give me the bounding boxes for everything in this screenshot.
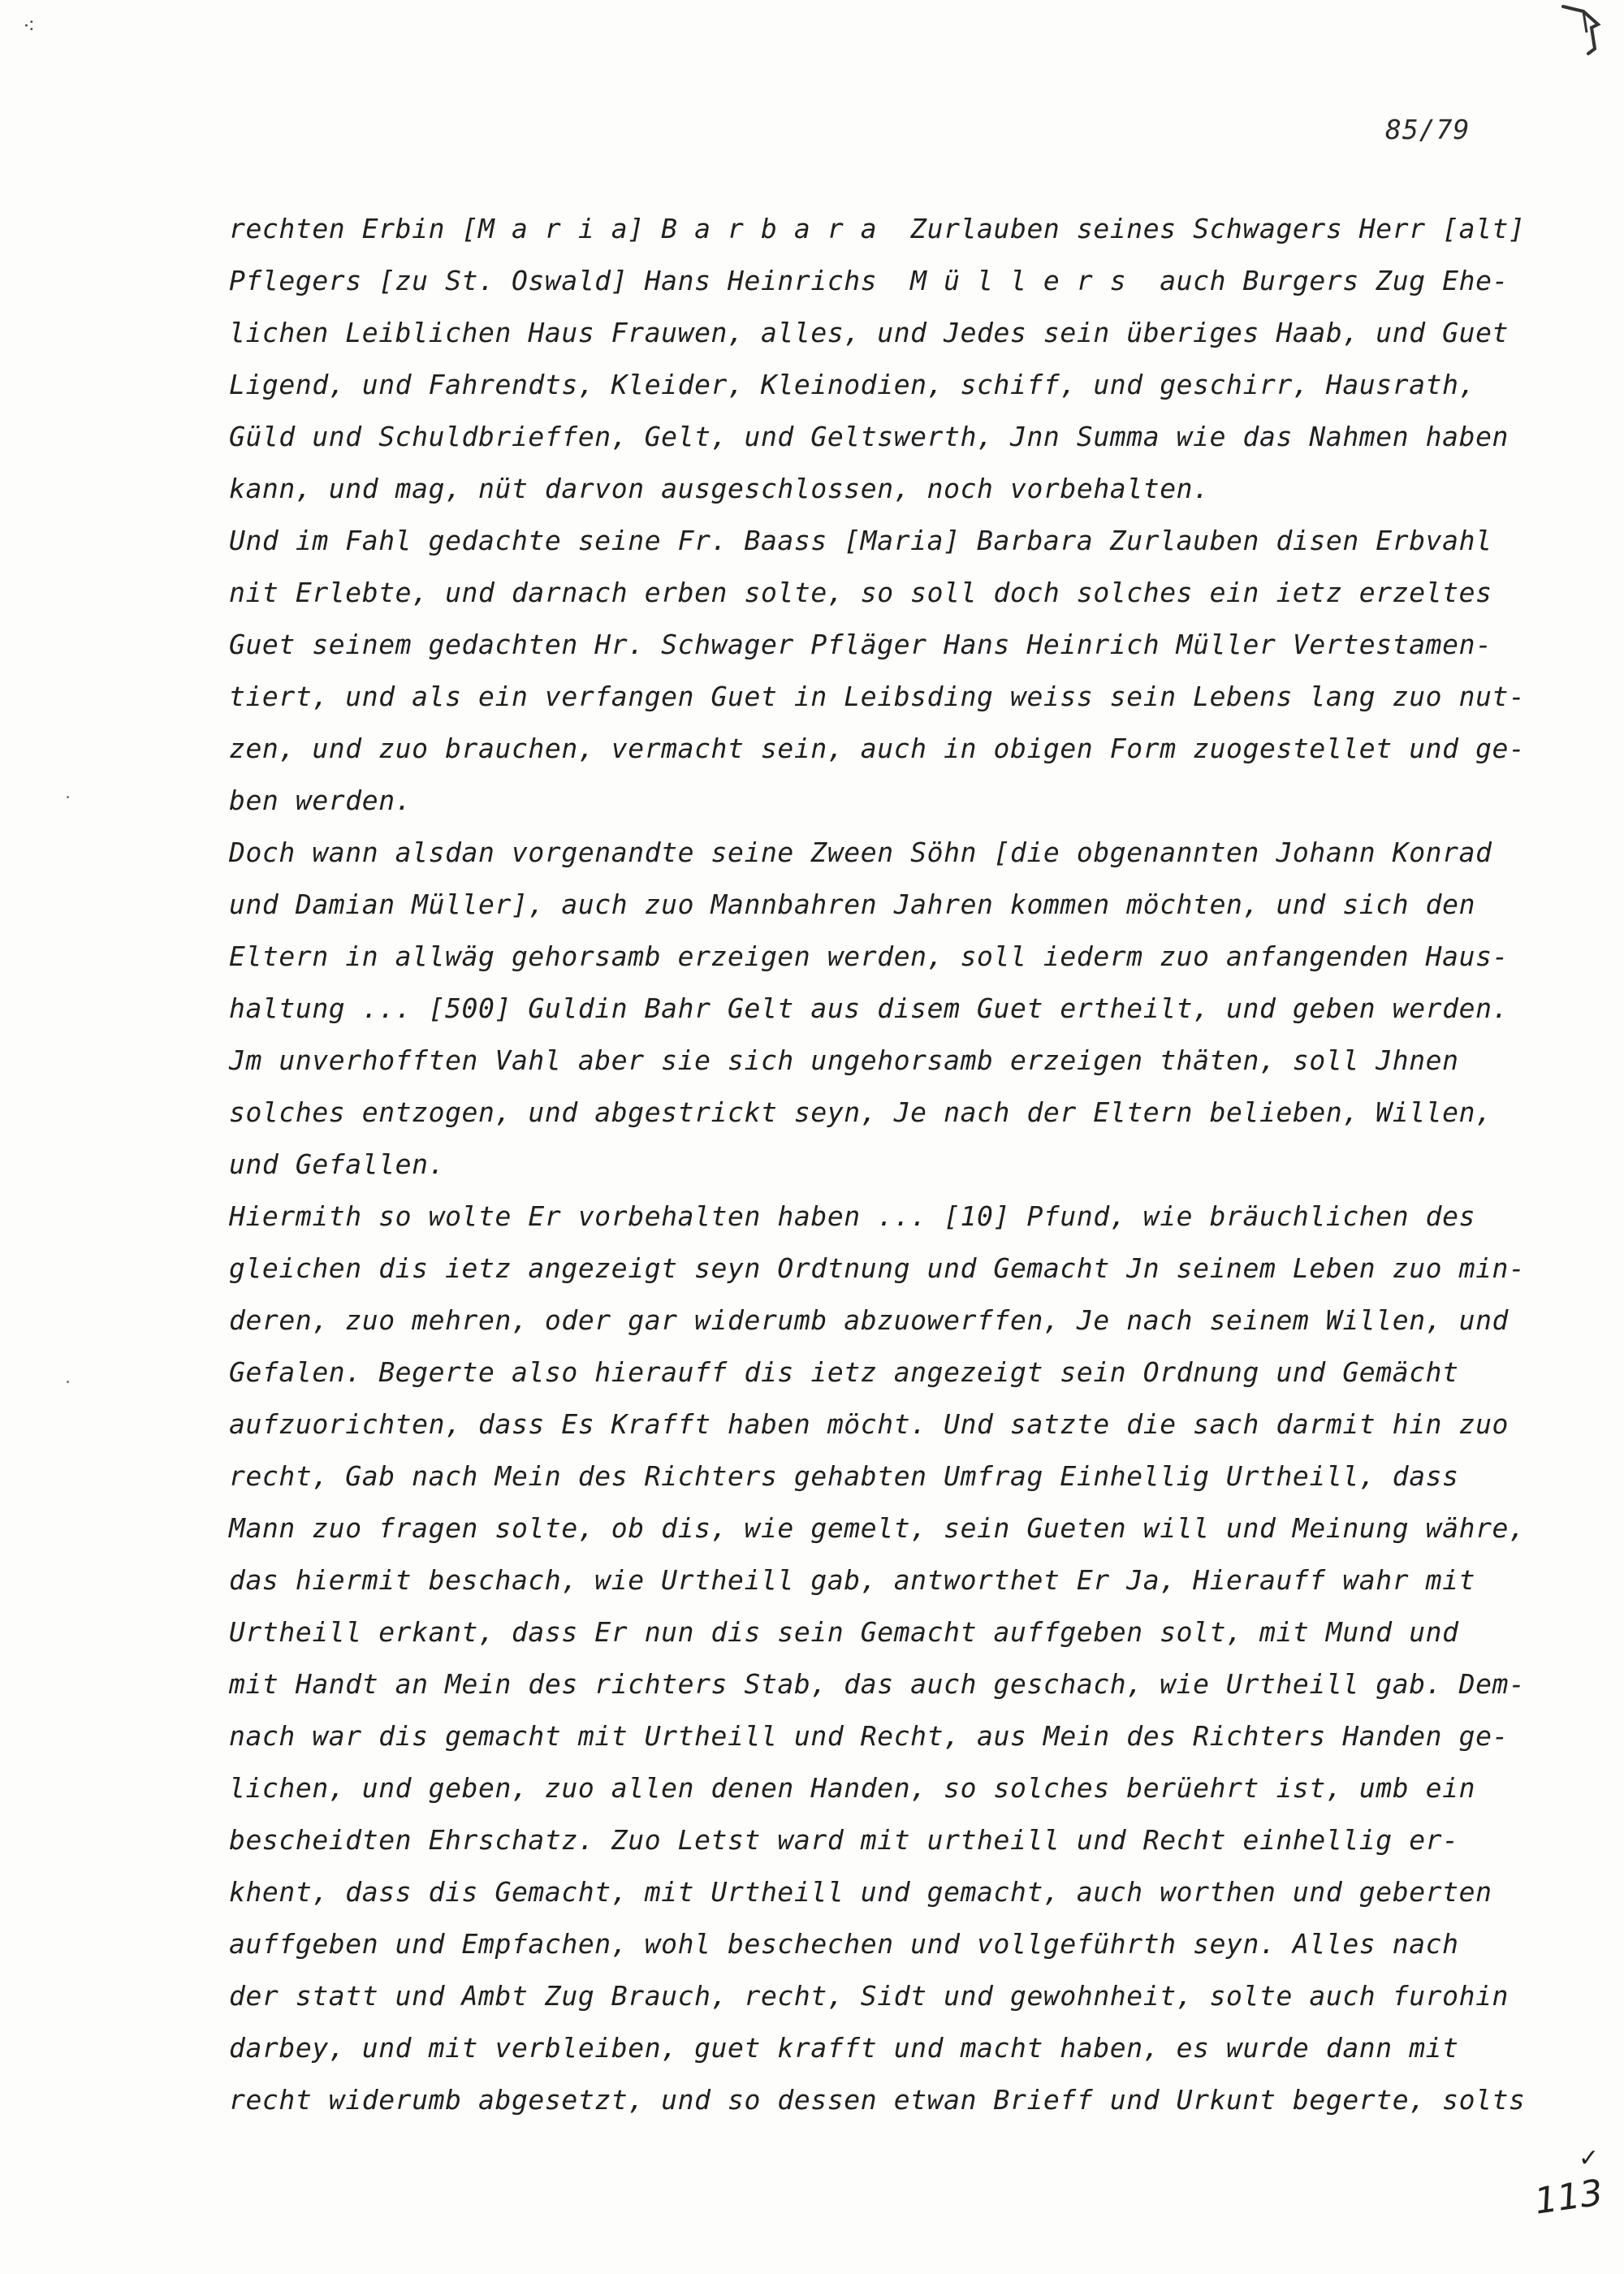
text-line: mit Handt an Mein des richters Stab, das auch geschach, wie Urtheill gab. Dem-: [229, 1668, 1526, 1700]
text-line: recht widerumb abgesetzt, und so dessen etwan Brieff und Urkunt begerte, solts: [229, 2084, 1526, 2116]
text-line: und Gefallen.: [229, 1148, 446, 1180]
text-line: lichen Leiblichen Haus Frauwen, alles, und Jedes sein überiges Haab, und Guet: [229, 317, 1510, 348]
text-line: auffgeben und Empfachen, wohl beschechen und vollgeführth seyn. Alles nach: [229, 1928, 1459, 1960]
text-line: ben werden.: [229, 785, 412, 816]
folio-number: 113: [1531, 2172, 1606, 2223]
text-line: Ligend, und Fahrendts, Kleider, Kleinodien, schiff, und geschirr, Hausrath,: [229, 369, 1476, 400]
staple-mark-icon: [1559, 0, 1608, 65]
text-line: recht, Gab nach Mein des Richters gehabten Umfrag Einhellig Urtheill, dass: [229, 1460, 1459, 1492]
text-line: Pflegers [zu St. Oswald] Hans Heinrichs M ü l l e r s auch Burgers Zug Ehe-: [229, 265, 1510, 296]
text-line: der statt und Ambt Zug Brauch, recht, Sidt und gewohnheit, solte auch furohin: [229, 1980, 1510, 2012]
text-line: tiert, und als ein verfangen Guet in Leibsding weiss sein Lebens lang zuo nut-: [229, 681, 1526, 712]
corner-smudge: ⁖: [23, 15, 36, 39]
text-line: Und im Fahl gedachte seine Fr. Baass [Maria] Barbara Zurlauben disen Erbvahl: [229, 525, 1492, 556]
text-line: Eltern in allwäg gehorsamb erzeigen werden, soll iederm zuo anfangenden Haus-: [229, 940, 1510, 972]
page-number: 85/79: [1385, 114, 1471, 145]
text-line: Urtheill erkant, dass Er nun dis sein Gemacht auffgeben solt, mit Mund und: [229, 1616, 1459, 1648]
text-line: bescheidten Ehrschatz. Zuo Letst ward mit urtheill und Recht einhellig er-: [229, 1824, 1459, 1856]
text-line: khent, dass dis Gemacht, mit Urtheill und gemacht, auch worthen und geberten: [229, 1876, 1492, 1908]
text-line: darbey, und mit verbleiben, guet krafft und macht haben, es wurde dann mit: [229, 2032, 1459, 2064]
text-line: aufzuorichten, dass Es Krafft haben möcht. Und satzte die sach darmit hin zuo: [229, 1408, 1510, 1440]
text-line: deren, zuo mehren, oder gar widerumb abzuowerffen, Je nach seinem Willen, und: [229, 1304, 1510, 1336]
text-line: nach war dis gemacht mit Urtheill und Recht, aus Mein des Richters Handen ge-: [229, 1720, 1510, 1752]
text-line: Mann zuo fragen solte, ob dis, wie gemelt, sein Gueten will und Meinung währe,: [229, 1512, 1526, 1544]
text-line: Doch wann alsdan vorgenandte seine Zween Söhn [die obgenannten Johann Konrad: [229, 837, 1492, 868]
transcription-text: [229, 203, 1526, 2126]
text-line: Jm unverhofften Vahl aber sie sich ungehorsamb erzeigen thäten, soll Jhnen: [229, 1044, 1459, 1076]
margin-dot: [67, 796, 69, 798]
text-line: gleichen dis ietz angezeigt seyn Ordtnung und Gemacht Jn seinem Leben zuo min-: [229, 1252, 1526, 1284]
text-line: haltung ... [500] Guldin Bahr Gelt aus disem Guet ertheilt, und geben werden.: [229, 992, 1510, 1024]
text-line: und Damian Müller], auch zuo Mannbahren Jahren kommen möchten, und sich den: [229, 888, 1476, 920]
folio-check-mark: ✓: [1579, 2144, 1600, 2172]
text-line: kann, und mag, nüt darvon ausgeschlossen, noch vorbehalten.: [229, 473, 1210, 504]
text-line: Guet seinem gedachten Hr. Schwager Pfläger Hans Heinrich Müller Vertestamen-: [229, 629, 1492, 660]
text-line: Gefalen. Begerte also hierauff dis ietz angezeigt sein Ordnung und Gemächt: [229, 1356, 1459, 1388]
text-line: nit Erlebte, und darnach erben solte, so soll doch solches ein ietz erzeltes: [229, 577, 1492, 608]
text-line: Güld und Schuldbrieffen, Gelt, und Geltswerth, Jnn Summa wie das Nahmen haben: [229, 421, 1510, 452]
margin-dot: [67, 1381, 69, 1383]
text-line: zen, und zuo brauchen, vermacht sein, auch in obigen Form zuogestellet und ge-: [229, 733, 1526, 764]
text-line: das hiermit beschach, wie Urtheill gab, antworthet Er Ja, Hierauff wahr mit: [229, 1564, 1476, 1596]
text-line: lichen, und geben, zuo allen denen Handen, so solches berüehrt ist, umb ein: [229, 1772, 1476, 1804]
text-line: Hiermith so wolte Er vorbehalten haben ... [10] Pfund, wie bräuchlichen des: [229, 1200, 1476, 1232]
text-line: solches entzogen, und abgestrickt seyn, Je nach der Eltern belieben, Willen,: [229, 1096, 1492, 1128]
text-line: rechten Erbin [M a r i a] B a r b a r a Zurlauben seines Schwagers Herr [alt]: [229, 213, 1526, 244]
